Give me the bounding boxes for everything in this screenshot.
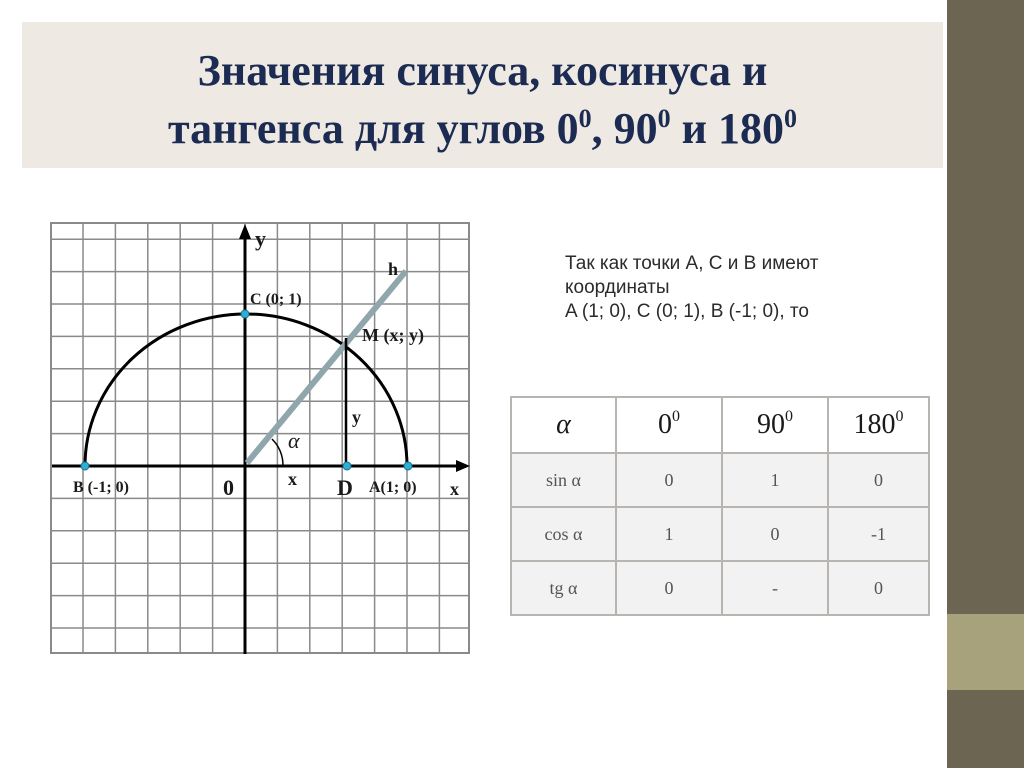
point-c-label: C (0; 1) [250,291,302,308]
trig-values-table [510,396,930,616]
table-cell: -1 [828,507,929,561]
table-row-sin [511,453,929,507]
table-row-tg [511,561,929,615]
point-b [81,462,89,470]
row-label-sin: sin α [511,453,616,507]
x-axis-arrow [456,460,470,472]
title-line-1: Значения синуса, косинуса и [197,46,768,95]
title-degree-1: 0 [578,104,592,133]
diagram-svg [50,222,470,654]
slide-title [22,42,943,158]
point-d [343,462,351,470]
header-180-degree: 0 [895,408,904,425]
table-cell: 1 [616,507,722,561]
table-row-cos [511,507,929,561]
x-axis-label: x [450,479,459,499]
header-180-text: 180 [853,409,896,440]
title-text-c: и 180 [670,104,785,153]
table-cell: 0 [828,561,929,615]
table-cell: 0 [616,453,722,507]
row-label-tg: tg α [511,561,616,615]
point-d-label: D [337,475,353,500]
y-axis-arrow [239,224,251,239]
header-0-deg [616,397,722,453]
table-header-row [511,397,929,453]
point-b-label: B (-1; 0) [73,479,129,496]
table-cell: - [722,561,828,615]
title-degree-3: 0 [784,104,798,133]
header-0-text: 0 [658,409,672,440]
explanation-line-2: координаты [565,277,670,298]
header-90-deg [722,397,828,453]
angle-alpha-label: α [288,428,300,453]
table-cell: 0 [722,507,828,561]
title-degree-2: 0 [657,104,671,133]
point-m-label: M (x; y) [362,325,424,345]
title-text-b: , 90 [591,104,658,153]
explanation-text [565,252,940,324]
ray-label: h [388,259,399,279]
segment-x-label: x [288,469,297,489]
title-text-a: тангенса для углов 0 [167,104,579,153]
table-cell: 0 [616,561,722,615]
header-0-degree: 0 [672,408,680,425]
header-90-degree: 0 [785,408,793,425]
title-box [22,22,943,168]
row-label-cos: cos α [511,507,616,561]
table-cell: 0 [828,453,929,507]
explanation-line-1: Так как точки A, C и B имеют [565,253,819,274]
point-a-label: A(1; 0) [369,479,417,496]
header-180-deg [828,397,929,453]
explanation-line-3: A (1; 0), C (0; 1), B (-1; 0), то [565,301,809,322]
sidebar-accent-block [947,614,1024,690]
grid [50,222,470,654]
segment-y-label: y [352,407,361,427]
header-alpha [511,397,616,453]
point-c [241,310,249,318]
title-line-2 [22,100,943,158]
header-90-text: 90 [757,409,785,440]
unit-circle-diagram [50,222,470,654]
header-alpha-text: α [556,409,571,440]
y-axis-label: y [255,226,266,251]
table-cell: 1 [722,453,828,507]
origin-label: 0 [223,475,234,500]
point-a [404,462,412,470]
